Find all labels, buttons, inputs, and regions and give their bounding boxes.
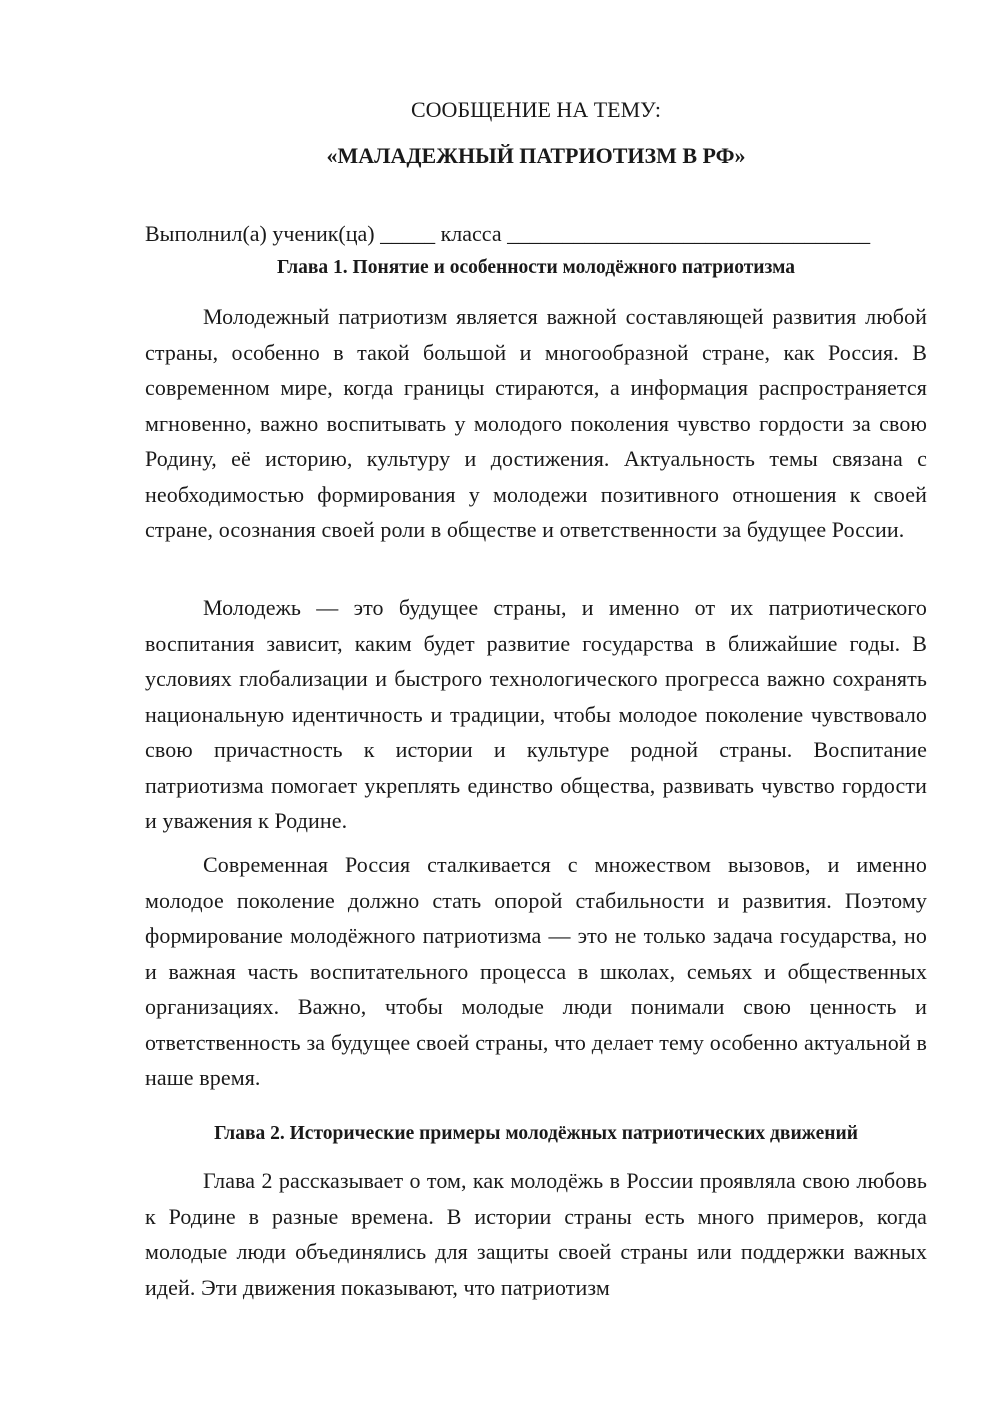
document-title-line2: «МАЛАДЕЖНЫЙ ПАТРИОТИЗМ В РФ» <box>326 143 746 168</box>
author-line: Выполнил(а) ученик(ца) _____ класса _________________________________ <box>145 221 871 246</box>
chapter1-heading: Глава 1. Понятие и особенности молодёжного патриотизма <box>276 257 795 278</box>
chapter1-paragraph: Современная Россия сталкивается с множеством вызовов, и именно молодое поколение должно стать опорой стабильности и развития. Поэтому формирование молодёжного патриотизма — это не только задача государства, но и важная часть воспитательного процесса в школах, семьях и общественных организациях. Важно, чтобы молодые люди понимали свою ценность и ответственность за будущее своей страны, что делает тему особенно актуальной в наше время. <box>145 852 927 1090</box>
chapter2-heading: Глава 2. Исторические примеры молодёжных патриотических движений <box>214 1123 858 1144</box>
chapter1-paragraph: Молодежный патриотизм является важной составляющей развития любой страны, особенно в такой большой и многообразной стране, как Россия. В современном мире, когда границы стираются, а информация распространяется мгновенно, важно воспитывать у молодого поколения чувство гордости за свою Родину, её историю, культуру и достижения. Актуальность темы связана с необходимостью формирования у молодежи позитивного отношения к своей стране, осознания своей роли в обществе и ответственности за будущее России. <box>145 304 927 542</box>
chapter1-paragraph: Молодежь — это будущее страны, и именно от их патриотического воспитания зависит, каким будет развитие государства в ближайшие годы. В условиях глобализации и быстрого технологического прогресса важно сохранять национальную идентичность и традиции, чтобы молодое поколение чувствовало свою причастность к истории и культуре родной страны. Воспитание патриотизма помогает укреплять единство общества, развивать чувство гордости и уважения к Родине. <box>145 595 927 833</box>
document-title-line1: СООБЩЕНИЕ НА ТЕМУ: <box>411 97 661 122</box>
chapter2-paragraph: Глава 2 рассказывает о том, как молодёжь в России проявляла свою любовь к Родине в разные времена. В истории страны есть много примеров, когда молодые люди объединялись для защиты своей страны или поддержки важных идей. Эти движения показывают, что патриотизм <box>145 1168 927 1300</box>
